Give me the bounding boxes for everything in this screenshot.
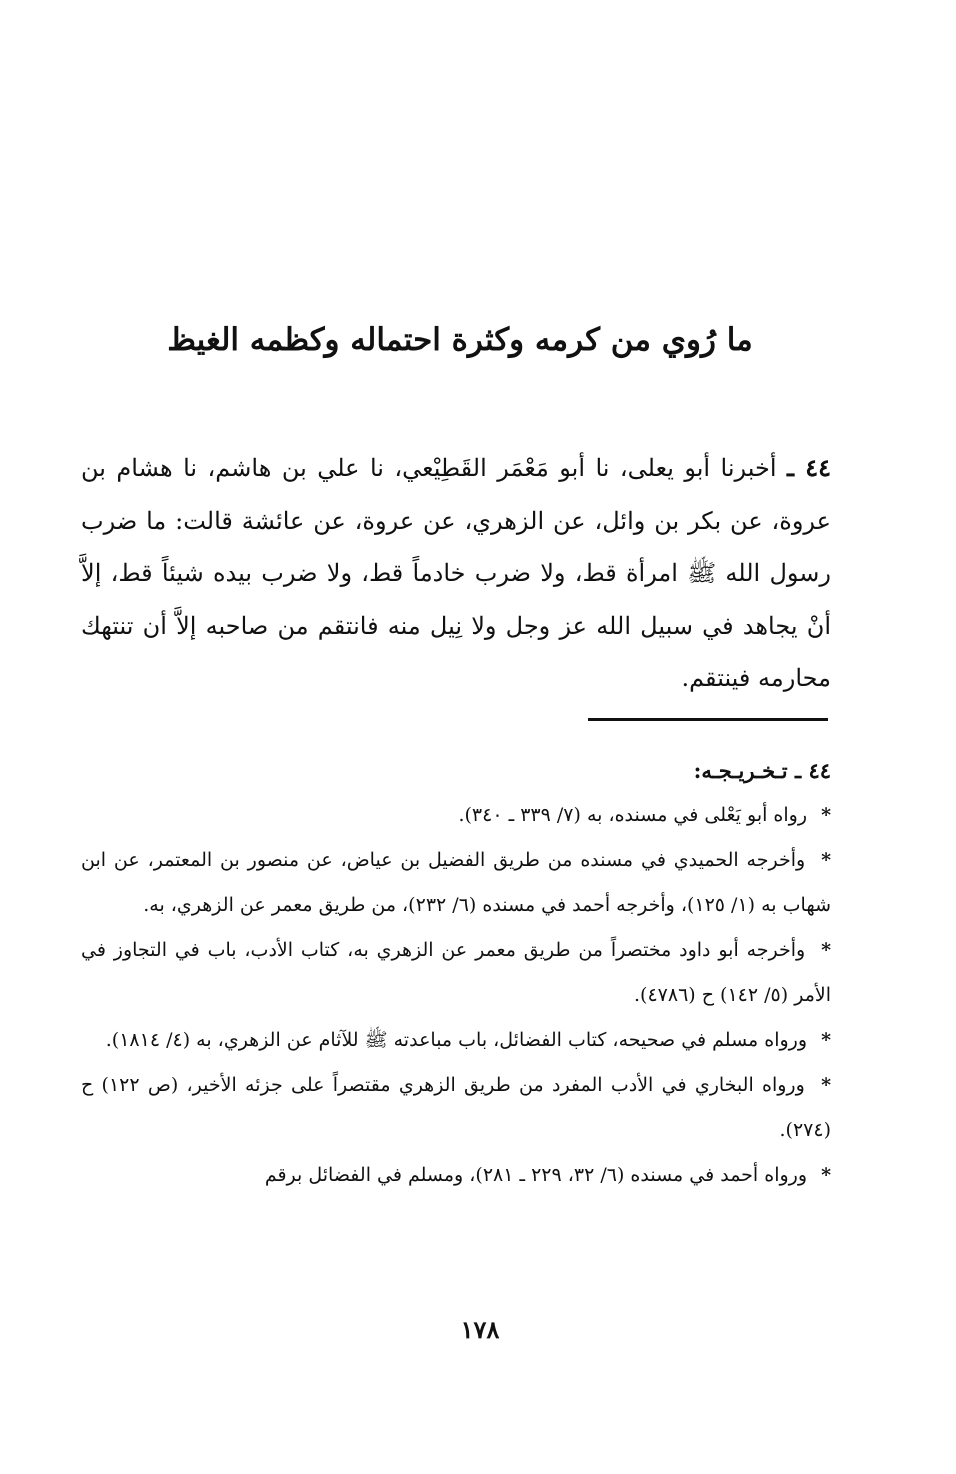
footnotes (81, 748, 831, 1198)
footnote-text: وأخرجه أبو داود مختصراً من طريق معمر عن الزهري به، كتاب الأدب، باب في التجاوز في الأمر (٥/ ١٤٢) ح (٤٧٨٦). (81, 939, 831, 1006)
bullet-marker: * (821, 1074, 831, 1096)
hadith-text: أخبرنا أبو يعلى، نا أبو مَعْمَر القَطِيْعي، نا علي بن هاشم، نا هشام بن عروة، عن بكر بن وائل، عن الزهري، عن عروة، عن عائشة قالت: ما ضرب رسول الله ﷺ امرأة قط، ولا ضرب خادماً قط، ولا ضرب بيده شيئاً قط، إلاَّ أنْ يجاهد في سبيل الله عز وجل ولا نِيل منه فانتقم من صاحبه إلاَّ أن تنتهك محارمه فينتقم. (81, 454, 831, 692)
footnote-item (81, 928, 831, 1018)
bullet-marker: * (821, 849, 831, 871)
bullet-marker: * (821, 1029, 831, 1051)
hadith-number: ٤٤ ـ (787, 453, 831, 482)
bullet-marker: * (821, 804, 831, 826)
footnote-heading-text: تـخـريـجـه: (693, 758, 788, 783)
hadith-paragraph (81, 442, 831, 705)
footnote-text: رواه أبو يَعْلى في مسنده، به (٧/ ٣٣٩ ـ ٣٤٠). (458, 804, 808, 826)
bullet-marker: * (821, 1164, 831, 1186)
footnote-item (81, 793, 831, 838)
footnote-item (81, 1153, 831, 1198)
footnote-text: وأخرجه الحميدي في مسنده من طريق الفضيل بن عياض، عن منصور بن المعتمر، عن ابن شهاب به (١/ ١٢٥)، وأخرجه أحمد في مسنده (٦/ ٢٣٢)، من طريق معمر عن الزهري، به. (81, 849, 831, 916)
chapter-title: ما رُوي من كرمه وكثرة احتماله وكظمه الغيظ (167, 322, 753, 358)
page-number: ١٧٨ (460, 1315, 500, 1344)
footnote-separator (588, 718, 828, 721)
footnote-item (81, 1063, 831, 1153)
footnote-text: ورواه أحمد في مسنده (٦/ ٣٢، ٢٢٩ ـ ٢٨١)، ومسلم في الفضائل برقم (264, 1164, 808, 1186)
footnote-text: ورواه مسلم في صحيحه، كتاب الفضائل، باب مباعدته ﷺ للآثام عن الزهري، به (٤/ ١٨١٤). (105, 1029, 808, 1051)
footnote-item (81, 838, 831, 928)
footnote-text: ورواه البخاري في الأدب المفرد من طريق الزهري مقتصراً على جزئه الأخير، (ص ١٢٢) ح (٢٧٤). (81, 1074, 831, 1141)
bullet-marker: * (821, 939, 831, 961)
footnote-heading (81, 748, 831, 793)
footnote-heading-number: ٤٤ ـ (794, 758, 831, 783)
footnote-item (81, 1018, 831, 1063)
